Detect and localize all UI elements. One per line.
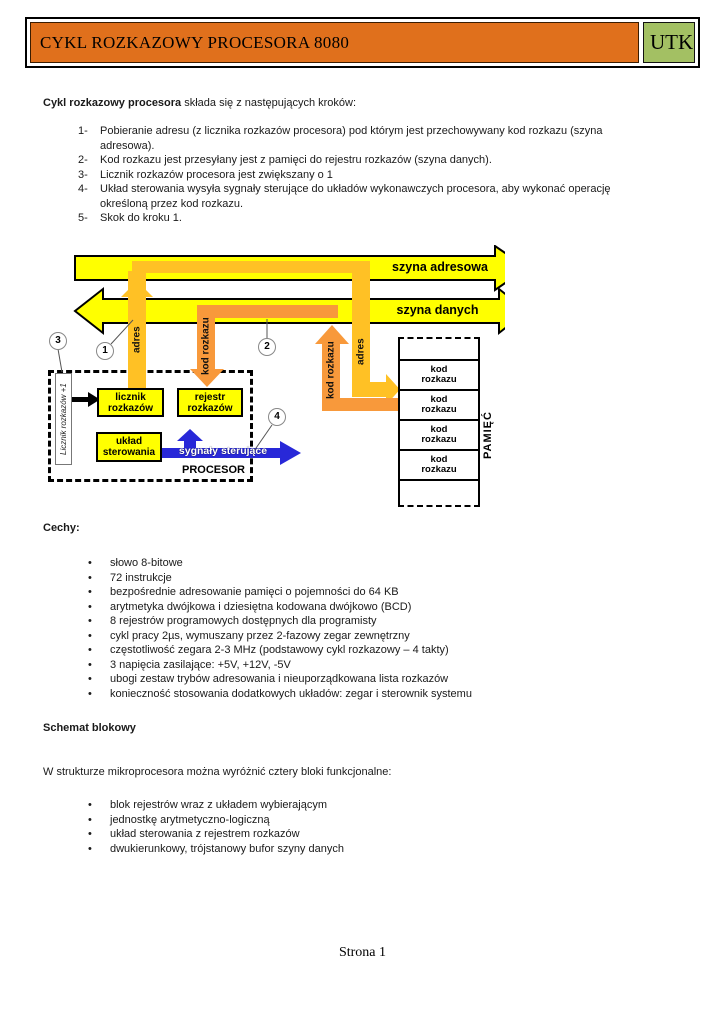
- step-number: 1-: [78, 125, 88, 137]
- features-heading: Cechy:: [43, 522, 80, 534]
- kod-stripe: [197, 305, 338, 318]
- list-item: [78, 124, 650, 153]
- block-diagram-intro: W strukturze mikroprocesora można wyróżnić cztery bloki funkcjonalne:: [43, 766, 392, 778]
- page-header: [25, 17, 700, 68]
- list-item: • dwukierunkowy, trójstanowy bufor szyny danych: [88, 842, 344, 855]
- memory-title: PAMIĘĆ: [482, 411, 494, 459]
- adres-label-right: adres: [355, 338, 367, 366]
- header-title-bar: [30, 22, 639, 63]
- callout-3: 3: [49, 332, 67, 350]
- bullet-icon: •: [88, 615, 92, 627]
- data-bus-label: szyna danych: [396, 303, 479, 317]
- step-text: Pobieranie adresu (z licznika rozkazów procesora) pod którym jest przechowywany kod rozkazu (szyna adresowa).: [100, 125, 603, 152]
- step-number: 5-: [78, 212, 88, 224]
- list-item: • ubogi zestaw trybów adresowania i nieuporządkowana lista rozkazów: [88, 673, 449, 685]
- memory-cell: kod rozkazu: [400, 419, 478, 449]
- page-title: CYKL ROZKAZOWY PROCESORA 8080: [40, 32, 350, 52]
- bullet-icon: •: [88, 600, 92, 613]
- list-item: [78, 211, 650, 226]
- signals-label: sygnały sterujące: [178, 445, 268, 457]
- step-number: 3-: [78, 168, 88, 181]
- step-text: Skok do kroku 1.: [100, 212, 182, 224]
- bullet-icon: •: [88, 828, 92, 840]
- counter-increment-box: Licznik rozkazów +1: [55, 373, 72, 465]
- list-item: • arytmetyka dwójkowa i dziesiętna kodowana dwójkowo (BCD): [88, 600, 412, 613]
- steps-list: [78, 124, 650, 226]
- list-item: [78, 168, 650, 183]
- memory-cell: kod rozkazu: [400, 359, 478, 389]
- bullet-icon: •: [88, 799, 92, 811]
- kod-rozkazu-label-left: kod rozkazu: [200, 317, 212, 375]
- block-diagram-heading: Schemat blokowy: [43, 722, 136, 734]
- instruction-cycle-diagram: [45, 245, 505, 500]
- intro-rest: składa się z następujących kroków:: [181, 97, 357, 109]
- step-text: Kod rozkazu jest przesyłany jest z pamięci do rejestru rozkazów (szyna danych).: [100, 154, 492, 166]
- list-item: • 3 napięcia zasilające: +5V, +12V, -5V: [88, 658, 291, 671]
- bullet-icon: •: [88, 629, 92, 642]
- step-number: 2-: [78, 154, 88, 166]
- memory-cell: kod rozkazu: [400, 389, 478, 419]
- list-item: [78, 182, 650, 211]
- bullet-icon: •: [88, 658, 92, 671]
- processor-label: PROCESOR: [182, 464, 245, 476]
- bullet-icon: •: [88, 813, 92, 826]
- bullet-icon: •: [88, 644, 92, 656]
- adres-label-left: adres: [131, 326, 143, 354]
- list-item: • 8 rejestrów programowych dostępnych dla programisty: [88, 615, 377, 627]
- list-item: • jednostkę arytmetyczno-logiczną: [88, 813, 270, 826]
- list-item: • układ sterowania z rejestrem rozkazów: [88, 828, 300, 840]
- step-text: Licznik rozkazów procesora jest zwiększany o 1: [100, 168, 333, 181]
- callout-4: 4: [268, 408, 286, 426]
- memory-cell-empty: [400, 339, 478, 359]
- memory-block: [398, 337, 480, 507]
- memory-cell: kod rozkazu: [400, 449, 478, 479]
- licznik-rozkazow-box: licznik rozkazów: [97, 388, 164, 417]
- header-badge-bar: [643, 22, 695, 63]
- intro-paragraph: [43, 96, 663, 111]
- increment-arrow-shaft: [72, 397, 89, 402]
- adres-arrowhead-up: [121, 281, 153, 297]
- step-number: 4-: [78, 183, 88, 195]
- rejestr-rozkazow-box: rejestr rozkazów: [177, 388, 243, 417]
- list-item: • blok rejestrów wraz z układem wybierającym: [88, 799, 328, 811]
- bullet-icon: •: [88, 557, 92, 569]
- step-text: Układ sterowania wysyła sygnały sterujące do układów wykonawczych procesora, aby wykonać operację określoną przez kod rozkazu.: [100, 183, 611, 210]
- page-number: Strona 1: [338, 945, 387, 960]
- callout-2: 2: [258, 338, 276, 356]
- list-item: • częstotliwość zegara 2-3 MHz (podstawowy cykl rozkazowy – 4 takty): [88, 644, 449, 656]
- intro-bold: Cykl rozkazowy procesora: [43, 97, 182, 109]
- header-badge: UTK: [650, 30, 694, 54]
- bullet-icon: •: [88, 687, 92, 700]
- bullet-icon: •: [88, 571, 92, 584]
- bullet-icon: •: [88, 842, 92, 855]
- bullet-icon: •: [88, 586, 92, 598]
- list-item: • słowo 8-bitowe: [88, 557, 183, 569]
- block-diagram-list: [88, 798, 673, 856]
- list-item: • 72 instrukcje: [88, 571, 172, 584]
- adres-stripe: [132, 261, 370, 273]
- list-item: • konieczność stosowania dodatkowych układów: zegar i sterownik systemu: [88, 687, 472, 700]
- callout-1: 1: [96, 342, 114, 360]
- kod-rozkazu-label-right: kod rozkazu: [325, 341, 337, 399]
- memory-cell-empty: [400, 479, 478, 505]
- bullet-icon: •: [88, 673, 92, 685]
- address-bus-label: szyna adresowa: [392, 260, 488, 274]
- list-item: • cykl pracy 2µs, wymuszany przez 2-fazowy zegar zewnętrzny: [88, 629, 410, 642]
- leader-line-3: [58, 349, 62, 372]
- features-list: [88, 556, 673, 701]
- uklad-sterowania-box: układ sterowania: [96, 432, 162, 462]
- list-item: • bezpośrednie adresowanie pamięci o pojemności do 64 KB: [88, 586, 399, 598]
- adres-elbow: [352, 382, 388, 397]
- list-item: [78, 153, 650, 168]
